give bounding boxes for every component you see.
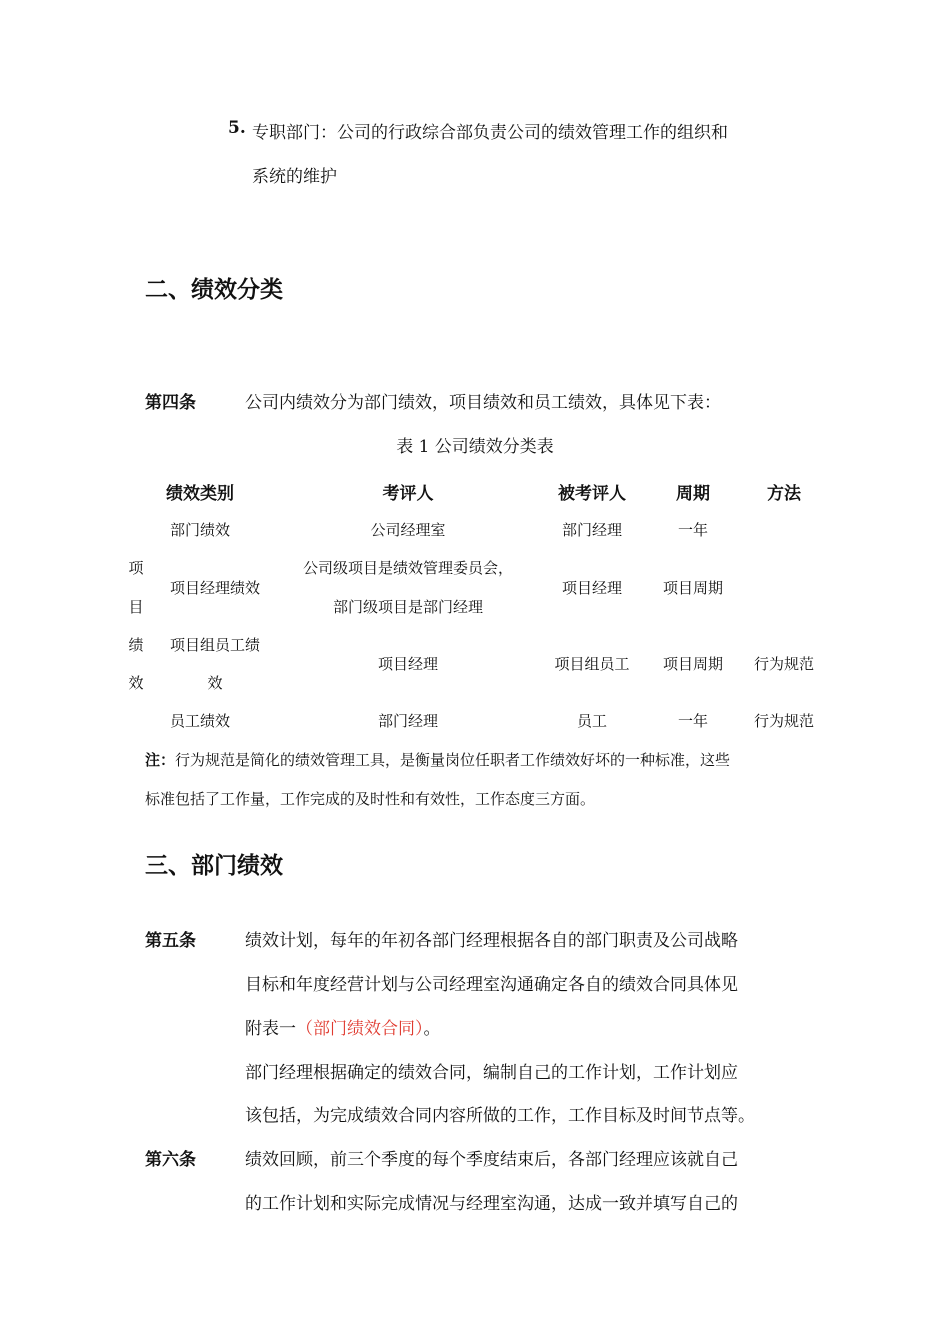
table-cell: 行为规范 [753,655,814,673]
table-cell: 项目周期 [662,655,723,673]
table-cell: 效 [207,674,223,692]
header-method: 方法 [767,484,801,504]
note-line1 [145,749,730,770]
table-cell: 项目经理绩效 [169,579,260,597]
table-caption: 表 1 公司绩效分类表 [396,437,554,457]
article6-line2: 的工作计划和实际完成情况与经理室沟通，达成一致并填写自己的 [245,1194,738,1214]
table-cell: 项目组员工 [554,655,630,673]
table-cell: 部门级项目是部门经理 [332,598,483,616]
note-line2: 标准包括了工作量，工作完成的及时性和有效性，工作态度三方面。 [145,790,596,808]
section-heading: 二、绩效分类 [145,277,283,303]
item5-line2: 系统的维护 [252,167,337,187]
article-label: 第四条 [145,393,196,413]
table-cell: 一年 [677,712,708,730]
table-cell: 一年 [677,521,708,539]
article-label: 第五条 [145,931,196,951]
item5-line1: 专职部门：公司的行政综合部负责公司的绩效管理工作的组织和 [252,123,728,143]
table-cell: 公司级项目是绩效管理委员会， [302,559,513,577]
table-cell: 项目周期 [662,579,723,597]
article5-line5: 该包括，为完成绩效合同内容所做的工作，工作目标及时间节点等。 [245,1106,755,1126]
group-label-char: 效 [128,674,144,692]
table-cell: 员工绩效 [169,712,230,730]
article-label: 第六条 [145,1150,196,1170]
table-cell: 项目经理 [561,579,622,597]
table-cell: 行为规范 [753,712,814,730]
group-label-char: 目 [128,598,144,616]
table-cell: 部门经理 [561,521,622,539]
article6-line1: 绩效回顾，前三个季度的每个季度结束后，各部门经理应该就自己 [245,1150,738,1170]
contract-link[interactable]: （部门绩效合同） [296,1019,424,1039]
article5-text: 。 [423,1019,441,1039]
article5-line1: 绩效计划，每年的年初各部门经理根据各自的部门职责及公司战略 [245,931,738,951]
article5-line3 [245,1014,441,1039]
header-evaluator: 考评人 [382,484,434,504]
group-label-char: 绩 [128,636,144,654]
header-category: 绩效类别 [166,484,234,504]
table-cell: 员工 [576,712,607,730]
section-heading: 三、部门绩效 [145,853,283,879]
article5-line2: 目标和年度经营计划与公司经理室沟通确定各自的绩效合同具体见 [245,975,738,995]
article5-line4: 部门经理根据确定的绩效合同，编制自己的工作计划，工作计划应 [245,1063,738,1083]
article5-text: 附表一 [245,1019,296,1039]
article-text: 公司内绩效分为部门绩效，项目绩效和员工绩效，具体见下表： [245,393,721,413]
header-evaluatee: 被考评人 [558,484,626,504]
note-text: 行为规范是简化的绩效管理工具，是衡量岗位任职者工作绩效好坏的一种标准，这些 [175,751,731,769]
table-cell: 项目经理 [377,655,438,673]
note-label: 注： [145,751,176,769]
table-cell: 部门经理 [377,712,438,730]
table-cell: 公司经理室 [370,521,446,539]
table-cell: 部门绩效 [169,521,230,539]
list-number: 5. [228,118,246,138]
header-period: 周期 [676,484,710,504]
table-cell: 项目组员工绩 [169,636,260,654]
group-label-char: 项 [128,559,144,577]
